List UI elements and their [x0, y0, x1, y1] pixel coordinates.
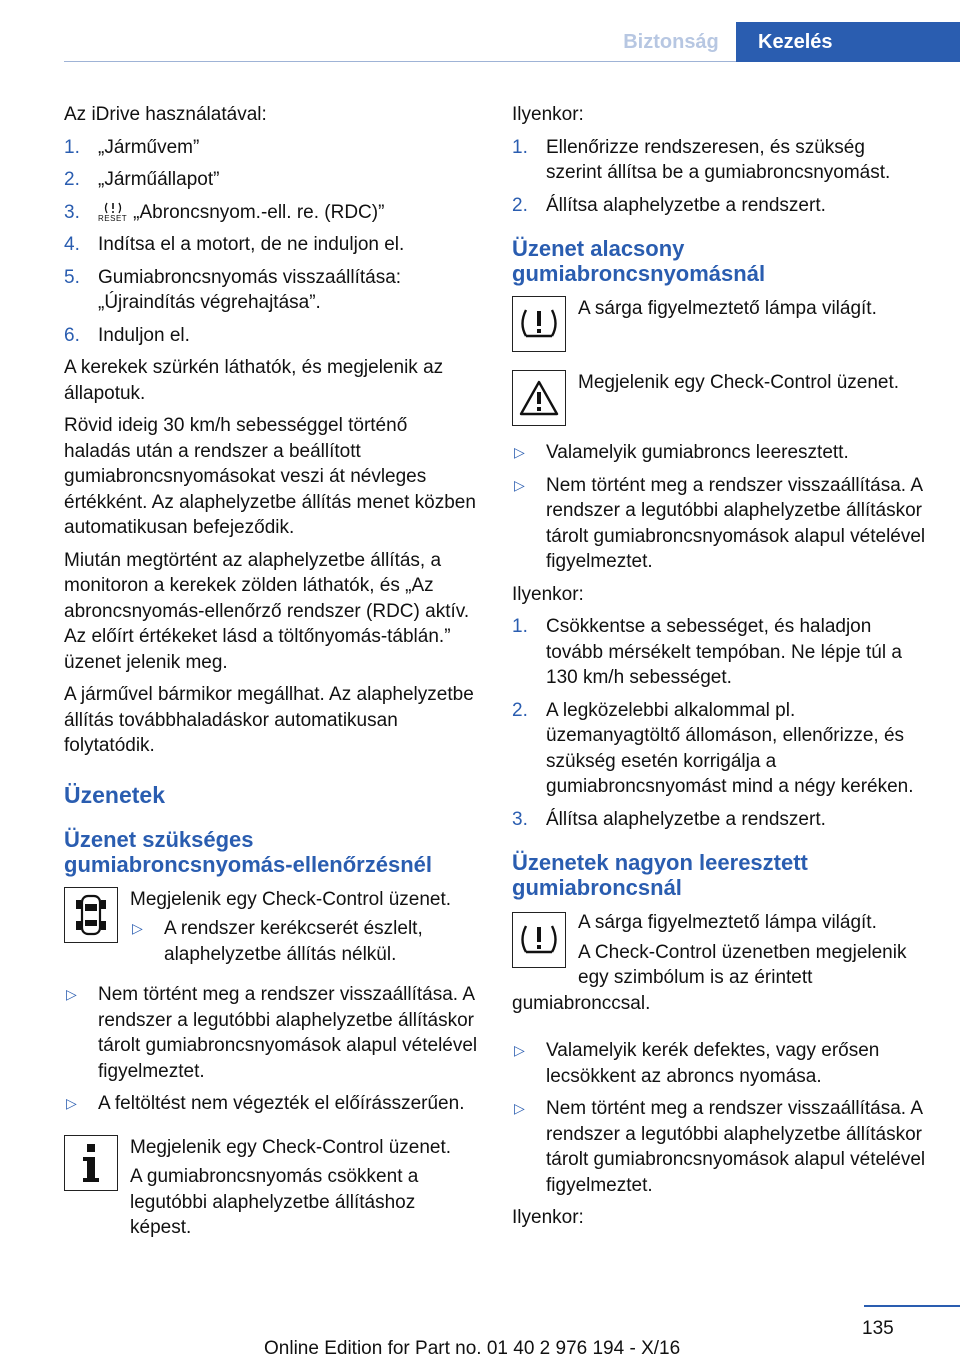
ilyenkor-label: Ilyenkor:	[512, 104, 584, 125]
paragraph: Miután megtörtént az alaphelyzetbe állítás, a monitoron a kerekek zölden láthatók, és „Az abroncsnyomás-ellenőrző rendszer (RDC) aktív. Az előírt értékeket lásd a töltőnyomás-táblán.” üzenet jelenik meg.	[64, 549, 470, 673]
lamp-text: A sárga figyelmeztető lámpa világít.	[578, 298, 877, 319]
ilyenkor-label: Ilyenkor:	[512, 583, 584, 605]
list-item: 4. Indítsa el a motort, de ne induljon el.	[64, 234, 405, 255]
rdc-reset-icon: RESET	[98, 201, 127, 223]
right-column	[512, 102, 926, 1238]
list-item: 2. Állítsa alaphelyzetbe a rendszert.	[512, 194, 826, 216]
list-item: ▷ Nem történt meg a rendszer visszaállítása. A rendszer a legutóbbi alaphelyzetbe állításkor tárolt gumiabroncsnyomások alapul vételével figyelmeztet.	[514, 474, 926, 572]
list-item: 2. „Járműállapot”	[64, 169, 220, 190]
lamp-row	[512, 296, 926, 352]
paragraph: A járművel bármikor megállhat. Az alaphelyzetbe állítás továbbhaladáskor automatikusan folytatódik.	[64, 684, 474, 756]
paragraph: Rövid ideig 30 km/h sebességgel történő haladás után a rendszer a beállított gumiabroncsnyomásokat veszi át névleges értékként. Az alaphelyzetbe állítás menet közben automatikusan befejeződik.	[64, 415, 476, 538]
footer-rule	[864, 1305, 960, 1307]
bullet-list	[64, 982, 478, 1117]
list-item: ▷ Valamelyik kerék defektes, vagy erősen lecsökkent az abroncs nyomása.	[514, 1040, 880, 1087]
tire-pressure-warning-icon	[512, 296, 566, 352]
tire-pressure-warning-icon	[512, 912, 566, 968]
ilyenkor-label: Ilyenkor:	[512, 1207, 584, 1228]
lamp-text: A sárga figyelmeztető lámpa világít.	[578, 912, 877, 933]
warning-triangle-icon	[512, 370, 566, 426]
tab-kezeles[interactable]: Kezelés	[736, 22, 960, 62]
info-message: Megjelenik egy Check-Control üzenet.	[130, 1136, 452, 1158]
paragraph: A kerekek szürkén láthatók, és megjelenik az állapotuk.	[64, 357, 444, 404]
steps-list	[512, 135, 926, 219]
list-item: 3. RESET „Abroncsnyom.-ell. re. (RDC)”	[64, 201, 385, 224]
left-column	[64, 102, 478, 1253]
info-row	[64, 1135, 478, 1245]
bullet-list	[512, 440, 926, 575]
flat-lamp-row	[512, 910, 926, 1020]
cc-text: Megjelenik egy Check-Control üzenet.	[578, 372, 900, 393]
footer-edition-note: Online Edition for Part no. 01 40 2 976 194 - X/16	[264, 1338, 681, 1359]
list-item: ▷ A rendszer kerékcserét észlelt, alaphelyzetbe állítás nélkül.	[132, 918, 423, 965]
tab-biztonsag[interactable]: Biztonság	[623, 30, 719, 53]
heading-flat-tire: Üzenetek nagyon leeresztett gumiabroncsnál	[512, 850, 808, 900]
symbol-text: A Check-Control üzenetben megjelenik egy szimbólum is az érintett gumiabronccsal.	[512, 941, 907, 1014]
intro-text: Az iDrive használatával:	[64, 104, 267, 125]
list-item: 5. Gumiabroncsnyomás visszaállítása: „Újraindítás végrehajtása”.	[64, 266, 402, 313]
info-description: A gumiabroncsnyomás csökkent a legutóbbi alaphelyzetbe állításhoz képest.	[130, 1166, 419, 1238]
bullet-list	[512, 1038, 926, 1198]
cc-row	[512, 370, 926, 426]
page-number: 135	[862, 1318, 894, 1339]
list-item: 1. Csökkentse a sebességet, és haladjon tovább mérsékelt tempóban. Ne lépje túl a 130 km/h sebességet.	[512, 616, 902, 688]
check-control-row	[64, 887, 478, 975]
heading-uzenetek: Üzenetek	[64, 781, 165, 808]
list-item: 1. Ellenőrizze rendszeresen, és szükség szerint állítsa be a gumiabroncsnyomást.	[512, 136, 891, 183]
list-item: 2. A legközelebbi alkalommal pl. üzemanyagtöltő állomáson, ellenőrizze, és szükség esetén korrigálja a gumiabroncsnyomást mind a négy keréken.	[512, 699, 914, 797]
list-item: ▷ Nem történt meg a rendszer visszaállítása. A rendszer a legutóbbi alaphelyzetbe állításkor tárolt gumiabroncsnyomások alapul vételével figyelmeztet.	[66, 984, 478, 1082]
check-bullet-list	[130, 916, 478, 967]
steps-list	[512, 614, 926, 832]
list-item: ▷ A feltöltést nem végezték el előírásszerűen.	[66, 1093, 465, 1114]
info-icon	[64, 1135, 118, 1191]
heading-low-pressure: Üzenet alacsony gumiabroncsnyomásnál	[512, 236, 766, 286]
reset-steps	[64, 135, 478, 349]
list-item: ▷ Valamelyik gumiabroncs leeresztett.	[514, 442, 849, 463]
list-item: ▷ Nem történt meg a rendszer visszaállítása. A rendszer a legutóbbi alaphelyzetbe állításkor tárolt gumiabroncsnyomások alapul vételével figyelmeztet.	[514, 1098, 926, 1196]
list-item: 3. Állítsa alaphelyzetbe a rendszert.	[512, 808, 826, 830]
list-item: 1. „Járművem”	[64, 136, 200, 158]
check-control-text: Megjelenik egy Check-Control üzenet.	[130, 888, 452, 910]
car-tires-icon	[64, 887, 118, 943]
list-item: 6. Induljon el.	[64, 324, 190, 346]
heading-check-required: Üzenet szükséges gumiabroncsnyomás-ellenőrzésnél	[64, 826, 432, 877]
